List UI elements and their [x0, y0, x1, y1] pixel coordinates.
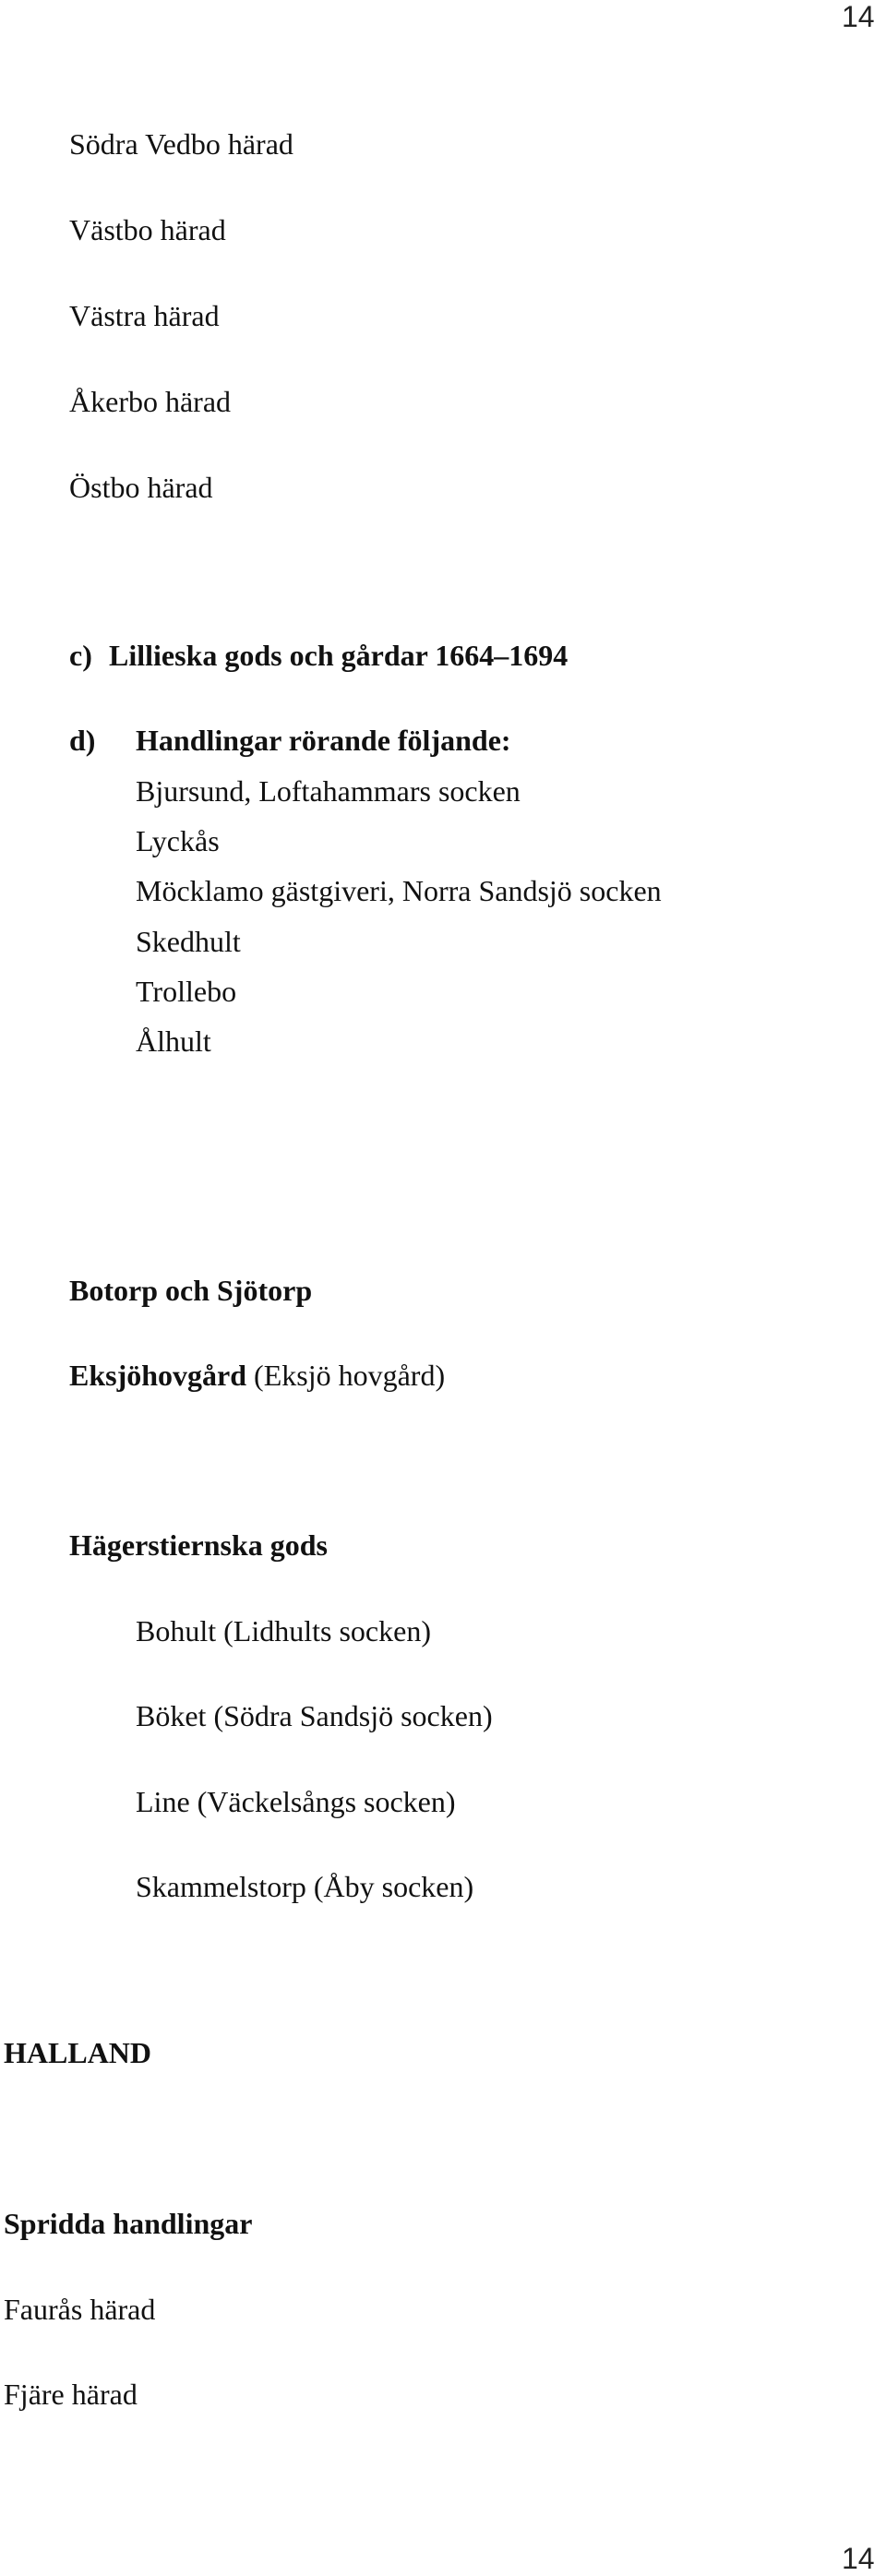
page-number-bottom: 14: [842, 2542, 875, 2575]
section-d-title: Handlingar rörande följande:: [136, 724, 511, 757]
eksjo-heading: [69, 1357, 445, 1394]
district-list-item: Södra Vedbo härad: [69, 127, 293, 161]
section-d-label: d): [69, 724, 96, 757]
hagerstierna-item: Böket (Södra Sandsjö socken): [136, 1699, 493, 1732]
hagerstierna-item: Bohult (Lidhults socken): [136, 1614, 431, 1647]
hagerstierna-heading: Hägerstiernska gods: [69, 1528, 328, 1562]
district-list-item: Östbo härad: [69, 471, 213, 504]
eksjo-bold: Eksjöhovgård: [69, 1359, 247, 1392]
section-d-item: Ålhult: [136, 1024, 211, 1058]
spridda-heading: Spridda handlingar: [4, 2207, 253, 2240]
halland-heading: HALLAND: [4, 2036, 152, 2069]
section-d-item: Möcklamo gästgiveri, Norra Sandsjö socken: [136, 874, 662, 907]
section-d-item: Trollebo: [136, 975, 237, 1008]
hagerstierna-item: Line (Väckelsångs socken): [136, 1785, 456, 1818]
section-c-title: Lillieska gods och gårdar 1664–1694: [109, 639, 569, 672]
section-d-item: Lyckås: [136, 824, 220, 857]
hagerstierna-item: Skammelstorp (Åby socken): [136, 1870, 474, 1903]
section-c-label: c): [69, 639, 92, 672]
eksjo-rest: (Eksjö hovgård): [246, 1359, 446, 1392]
halland-item: Faurås härad: [4, 2293, 156, 2326]
botorp-heading: Botorp och Sjötorp: [69, 1274, 313, 1307]
section-d-item: Bjursund, Loftahammars socken: [136, 774, 521, 808]
district-list-item: Västbo härad: [69, 213, 226, 246]
section-d-item: Skedhult: [136, 925, 241, 958]
district-list-item: Åkerbo härad: [69, 385, 232, 418]
district-list-item: Västra härad: [69, 299, 220, 332]
page-number-top: 14: [842, 0, 875, 33]
halland-item: Fjäre härad: [4, 2378, 138, 2411]
